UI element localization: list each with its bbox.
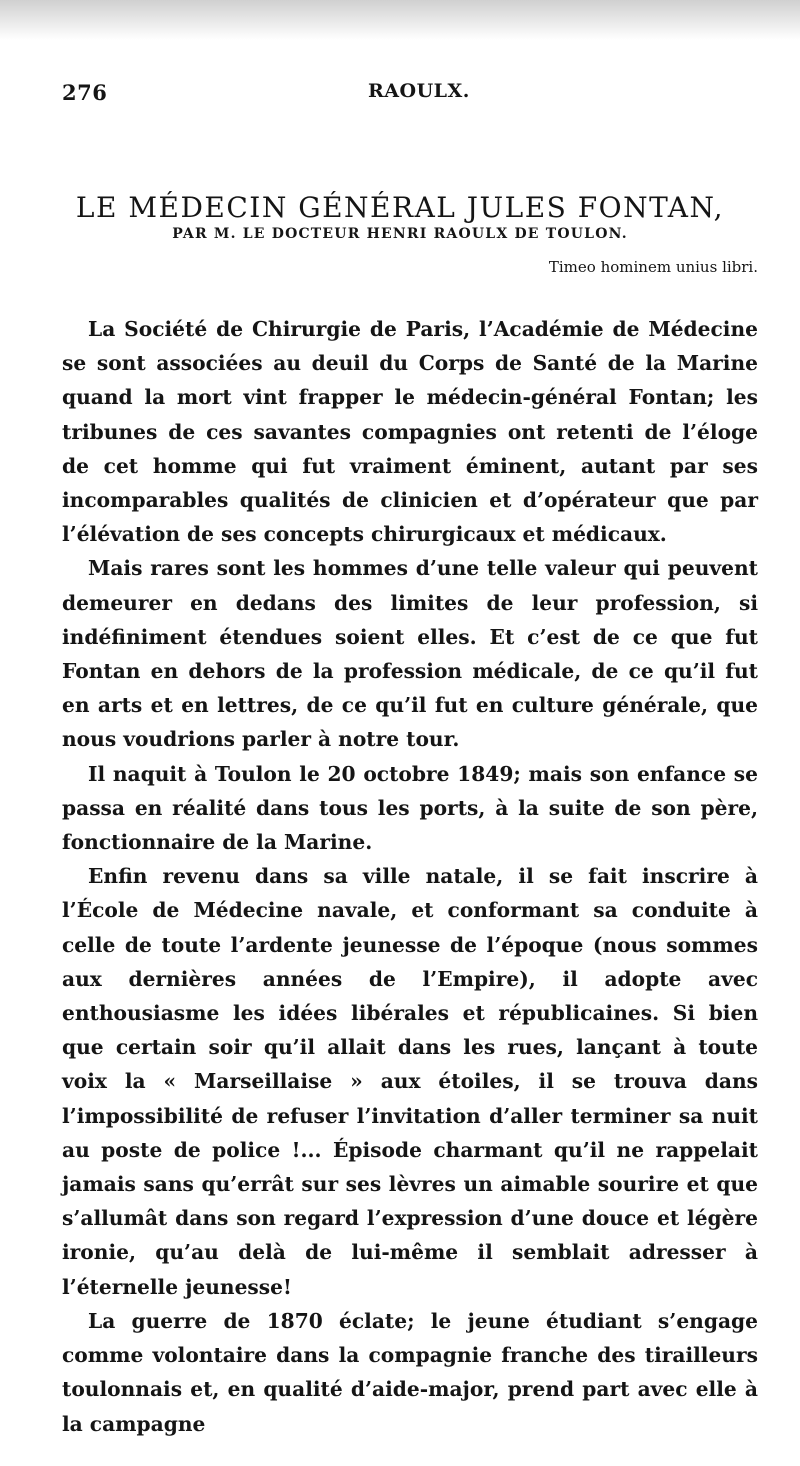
paragraph: Il naquit à Toulon le 20 octobre 1849; mais son enfance se passa en réalité dans tous les ports, à la suite de son père, fonctionnaire de la Marine. (62, 761, 758, 855)
article-title: LE MÉDECIN GÉNÉRAL JULES FONTAN, (75, 190, 725, 224)
byline: PAR M. LE DOCTEUR HENRI RAOULX DE TOULON. (172, 226, 628, 242)
running-head (62, 80, 760, 110)
paragraph: Mais rares sont les hommes d’une telle valeur qui peuvent demeurer en dedans des limites de leur profession, si indéfiniment étendues soient elles. Et c’est de ce que fut Fontan en dehors de la profession médicale, de ce qu’il fut en arts et en lettres, de ce qu’il fut en culture générale, que nous voudrions parler à notre tour. (62, 556, 758, 752)
page-edge-shadow (0, 0, 800, 40)
paragraph: La guerre de 1870 éclate; le jeune étudiant s’engage comme volontaire dans la compagnie franche des tirailleurs toulonnais et, en qualité d’aide-major, prend part avec elle à la campagne (62, 1308, 758, 1436)
epigraph: Timeo hominem unius libri. (548, 258, 758, 276)
page-number: 276 (62, 80, 108, 105)
article-body (62, 312, 758, 1441)
paragraph: La Société de Chirurgie de Paris, l’Académie de Médecine se sont associées au deuil du Corps de Santé de la Marine quand la mort vint frapper le médecin-général Fontan; les tribunes de ces savantes compagnies ont retenti de l’éloge de cet homme qui fut vraiment éminent, autant par ses incomparables qualités de clinicien et d’opérateur que par l’élévation de ses concepts chirurgicaux et médicaux. (62, 317, 758, 547)
running-title: RAOULX. (368, 80, 470, 102)
paragraph: Enfin revenu dans sa ville natale, il se fait inscrire à l’École de Médecine navale, et conformant sa conduite à celle de toute l’ardente jeunesse de l’époque (nous sommes aux dernières années de l’Empire), il adopte avec enthousiasme les idées libérales et républicaines. Si bien que certain soir qu’il allait dans les rues, lançant à toute voix la « Marseillaise » aux étoiles, il se trouva dans l’impossibilité de refuser l’invitation d’aller terminer sa nuit au poste de police !... Épisode charmant qu’il ne rappelait jamais sans qu’errât sur ses lèvres un aimable sourire et que s’allumât dans son regard l’expression d’une douce et légère ironie, qu’au delà de lui-même il semblait adresser à l’éternelle jeunesse! (62, 864, 758, 1299)
